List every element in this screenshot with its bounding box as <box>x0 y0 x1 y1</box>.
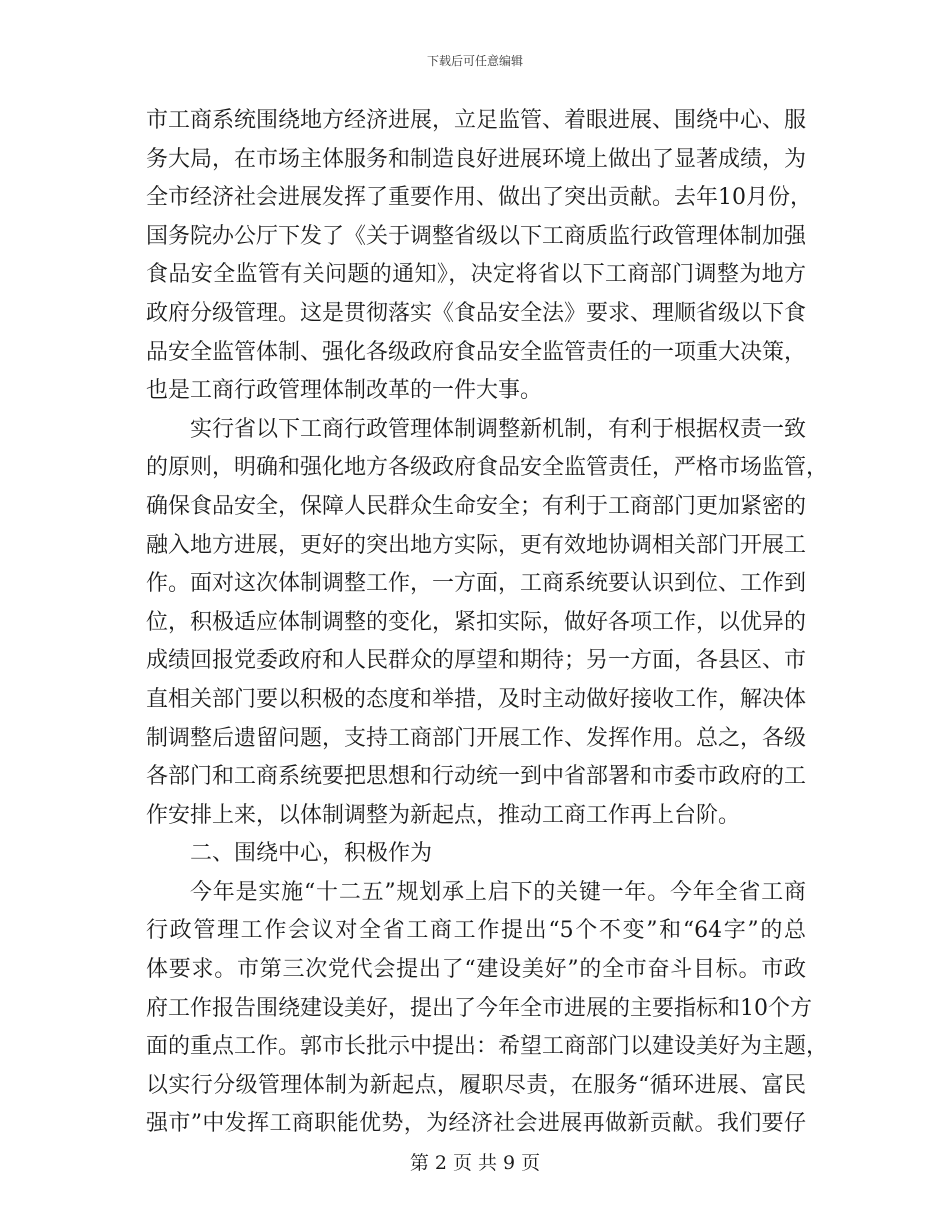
text-line: 食品安全监管有关问题的通知》，决定将省以下工商部门调整为地方 <box>146 262 806 288</box>
section-heading: 二、围绕中心，积极作为 <box>190 841 433 867</box>
text-line: 也是工商行政管理体制改革的一件大事。 <box>146 378 543 404</box>
text-line: 制调整后遗留问题，支持工商部门开展工作、发挥作用。总之，各级 <box>146 725 807 751</box>
text-line: 国务院办公厅下发了《关于调整省级以下工商质监行政管理体制加强 <box>146 223 807 249</box>
text-line: 今年是实施“十二五”规划承上启下的关键一年。今年全省工商 <box>190 879 806 905</box>
text-line: 实行省以下工商行政管理体制调整新机制，有利于根据权责一致 <box>190 416 807 442</box>
text-line: 品安全监管体制、强化各级政府食品安全监管责任的一项重大决策， <box>146 339 807 365</box>
text-line: 政府分级管理。这是贯彻落实《食品安全法》要求、理顺省级以下食 <box>146 300 807 326</box>
text-line: 直相关部门要以积极的态度和举措，及时主动做好接收工作，解决体 <box>146 686 807 712</box>
text-line: 融入地方进展，更好的突出地方实际，更有效地协调相关部门开展工 <box>146 532 807 558</box>
text-line: 府工作报告围绕建设美好，提出了今年全市进展的主要指标和10个方 <box>146 995 812 1021</box>
text-line: 的原则，明确和强化地方各级政府食品安全监管责任，严格市场监管， <box>146 455 829 481</box>
page-number: 第 2 页 共 9 页 <box>409 1152 541 1174</box>
text-line: 确保食品安全，保障人民群众生命安全；有利于工商部门更加紧密的 <box>146 493 807 519</box>
text-line: 作安排上来，以体制调整为新起点，推动工商工作再上台阶。 <box>146 802 741 828</box>
text-line: 位，积极适应体制调整的变化，紧扣实际，做好各项工作，以优异的 <box>146 609 807 635</box>
text-line: 成绩回报党委政府和人民群众的厚望和期待；另一方面，各县区、市 <box>146 648 807 674</box>
text-line: 行政管理工作会议对全省工商工作提出“5个不变”和“64字”的总 <box>146 918 806 944</box>
text-line: 强市”中发挥工商职能优势，为经济社会进展再做新贡献。我们要仔 <box>146 1111 806 1137</box>
text-line: 面的重点工作。郭市长批示中提出：希望工商部门以建设美好为主题， <box>146 1034 829 1060</box>
text-line: 务大局，在市场主体服务和制造良好进展环境上做出了显著成绩，为 <box>146 146 807 172</box>
text-line: 作。面对这次体制调整工作，一方面，工商系统要认识到位、工作到 <box>146 571 807 597</box>
text-line: 各部门和工商系统要把思想和行动统一到中省部署和市委市政府的工 <box>146 764 807 790</box>
document-body <box>146 102 829 1144</box>
text-line: 市工商系统围绕地方经济进展，立足监管、着眼进展、围绕中心、服 <box>146 108 807 133</box>
text-line: 体要求。市第三次党代会提出了“建设美好”的全市奋斗目标。市政 <box>146 957 806 983</box>
text-line: 以实行分级管理体制为新起点，履职尽责，在服务“循环进展、富民 <box>146 1072 806 1098</box>
page-header: 下载后可任意编辑 <box>426 54 523 68</box>
text-line: 全市经济社会进展发挥了重要作用、做出了突出贡献。去年10月份， <box>146 185 812 211</box>
